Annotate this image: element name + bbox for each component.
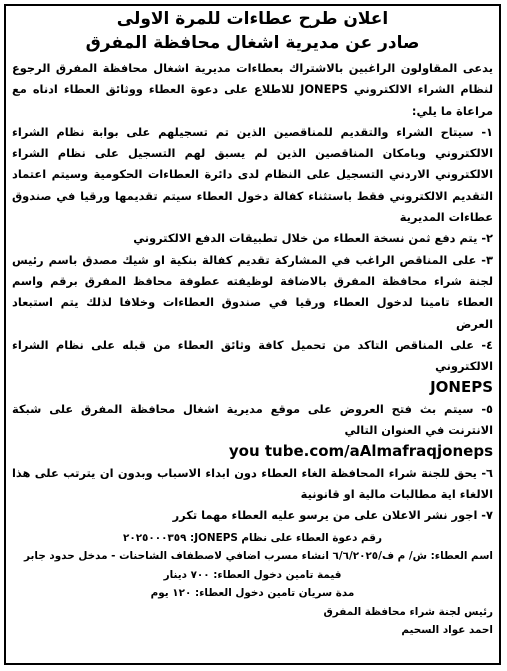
youtube-link: you tube.com/aAlmafraqjoneps — [228, 442, 493, 461]
item-4-system-name — [12, 377, 493, 398]
ad-subtitle: صادر عن مديرية اشغال محافظة المفرق — [85, 33, 420, 53]
item-1: ١- سيتاح الشراء والتقديم للمناقصين الذين تم تسجيلهم على بوابة نظام الشراء الالكتروني وبامكان المناقصين الذين لم يسبق لهم التسجيل على نظام الشراء الالكتروني الاردني التسجيل على النظام لدى دائرة العطاءات الحكومية وسيتم اعتماد التقديم الالكتروني فقط باستثناء كفالة دخول العطاء سيتم تقديمها ورقيا في صندوق عطاءات المديرية — [12, 124, 493, 225]
tender-name: اسم العطاء: ش/ م ف/٦/٦/٢٠٢٥ انشاء مسرب اضافي لاصطفاف الشاحنات - مدخل حدود جابر — [24, 550, 493, 563]
insurance-validity: مدة سريان تامين دخول العطاء: ١٢٠ يوم — [150, 587, 355, 600]
ad-body — [12, 58, 493, 527]
insurance-value: قيمة تامين دخول العطاء: ٧٠٠ دينار — [163, 568, 342, 581]
item-4: ٤- على المناقص التاكد من تحميل كافة وثائق العطاء من قبله على نظام الشراء الالكتروني — [12, 337, 493, 374]
item-6: ٦- يحق للجنة شراء المحافظة الغاء العطاء دون ابداء الاسباب وبدون ان يترتب على هذا الالغاء اية مطالبات مالية او قانونية — [12, 465, 493, 501]
intro-paragraph: يدعى المقاولون الراغبين بالاشتراك بعطاءات مديرية اشغال محافظة المفرق الرجوع لنظام الشراء الالكتروني JONEPS للاطلاع على دعوة العطاء ووثائق العطاء ادناه مع مراعاة ما يلي: — [12, 61, 493, 118]
signer-title: رئيس لجنة شراء محافظة المفرق — [323, 605, 493, 618]
item-5: ٥- سيتم بث فتح العروض على موقع مديرية اشغال محافظة المفرق على شبكة الانترنت في العنوان التالي — [12, 401, 493, 438]
advertisement-frame — [4, 4, 501, 665]
signer-name: احمد عواد السحيم — [401, 624, 493, 637]
item-7: ٧- اجور نشر الاعلان على من يرسو عليه العطاء مهما تكرر — [172, 508, 493, 523]
tender-number: رقم دعوة العطاء على نظام JONEPS: ٢٠٢٥٠٠٠٣٥٩ — [123, 531, 382, 544]
joneps-label: JONEPS — [430, 378, 493, 397]
item-2: ٢- يتم دفع ثمن نسخة العطاء من خلال تطبيقات الدفع الالكتروني — [133, 231, 493, 246]
item-3: ٣- على المناقص الراغب في المشاركة تقديم كفالة بنكية او شيك مصدق باسم رئيس لجنة شراء محافظة المفرق بالاضافة لوظيفته عطوفة محافظ المفرق برقم واسم العطاء تامينا لدخول العطاء ورقيا في صندوق العطاءات وخلافا لذلك يتم استبعاد العرض — [12, 252, 493, 331]
tender-details — [12, 529, 493, 640]
advertisement-content — [12, 6, 493, 640]
ad-title: اعلان طرح عطاءات للمرة الاولى — [116, 9, 389, 29]
item-5-link — [12, 441, 493, 462]
